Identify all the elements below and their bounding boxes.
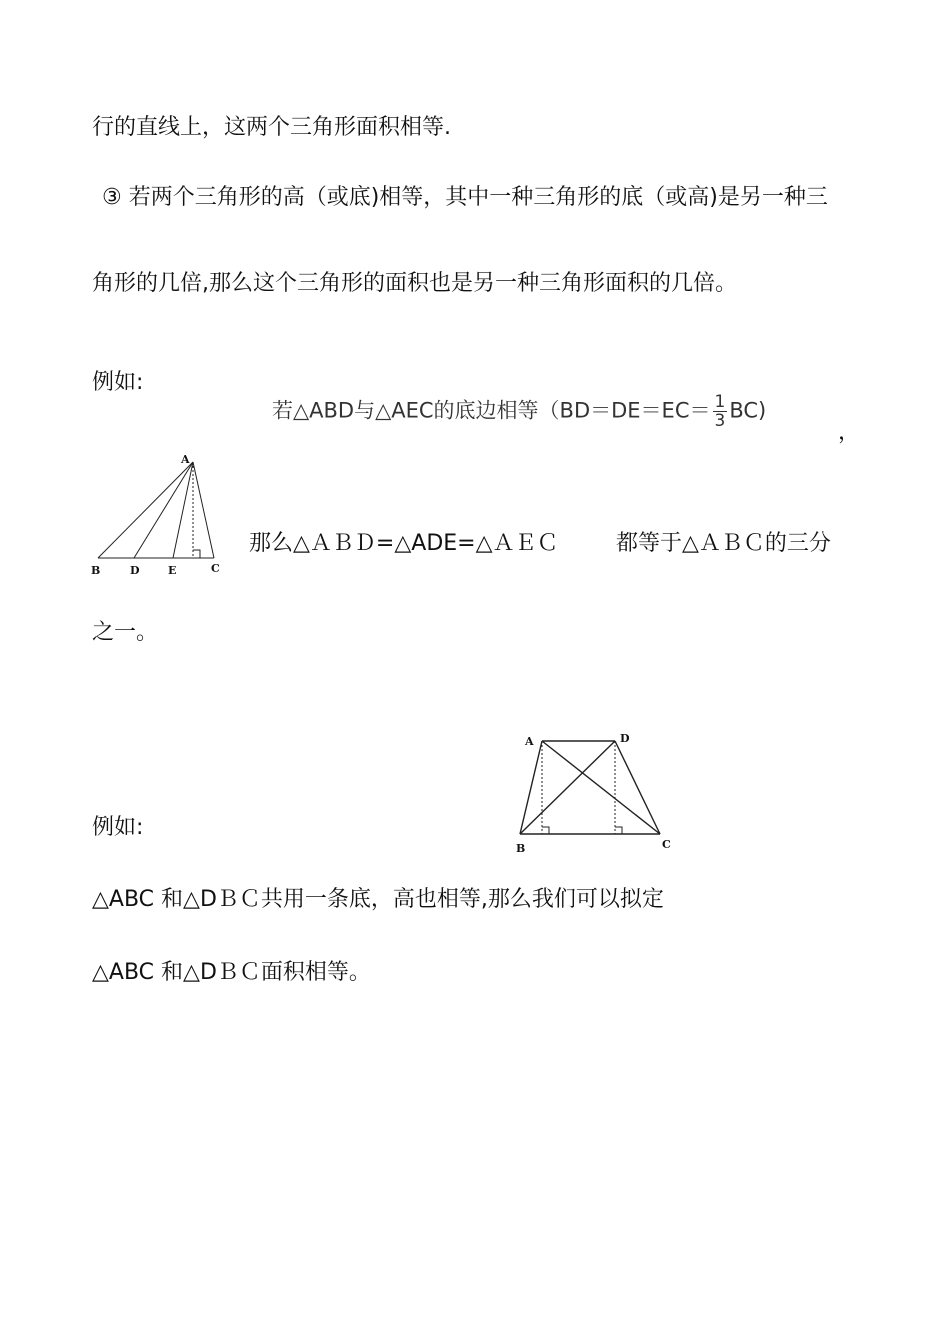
example-label-1: 例如: [92,370,144,395]
segment-ac [193,462,214,558]
paragraph-rule-3: ③ 若两个三角形的高（或底)相等，其中一种三角形的底（或高)是另一种三 [102,185,828,210]
segment-ab [98,462,193,558]
segment-ae [173,462,193,558]
fraction-numerator: 1 [714,392,726,412]
triangle-figure [88,450,228,580]
formula-main-text: 若△ABD与△AEC的底边相等（BD＝DE＝EC＝ [272,398,711,423]
formula-equal-bases [272,393,766,430]
segment-ad [134,462,193,558]
label-d: D [620,732,630,745]
label-c: C [662,838,671,851]
formula-tail-text: BC) [729,398,767,423]
paragraph-rule-3-cont: 角形的几倍,那么这个三角形的面积也是另一种三角形面积的几倍。 [92,271,737,296]
side-dc [615,741,660,834]
formula-comma: ， [838,420,861,445]
fraction-denominator: 3 [714,411,726,431]
label-e: E [168,564,177,577]
paragraph-shared-base: △ABC 和△DＢＣ共用一条底，高也相等,那么我们可以拟定 [92,887,664,912]
sentence-one-third-cont: 之一。 [92,620,159,645]
fraction-one-third [713,393,728,430]
label-d: D [130,564,140,577]
example-label-2: 例如: [92,815,144,840]
paragraph-equal-area: △ABC 和△DＢＣ面积相等。 [92,960,371,985]
label-b: B [91,564,101,577]
label-a: A [181,453,190,466]
label-b: B [516,842,526,855]
trapezoid-figure [512,728,682,858]
label-a: A [525,735,534,748]
right-angle-mark-a [542,827,549,834]
sentence-one-third: 都等于△ＡＢＣ的三分 [616,531,831,556]
label-c: C [211,562,220,575]
right-angle-mark [193,550,200,558]
sentence-equal-areas: 那么△ＡＢＤ=△ADE=△ＡＥＣ [249,531,559,556]
right-angle-mark-d [615,827,622,834]
paragraph-line-1: 行的直线上，这两个三角形面积相等. [92,115,451,140]
side-ab [520,741,542,834]
